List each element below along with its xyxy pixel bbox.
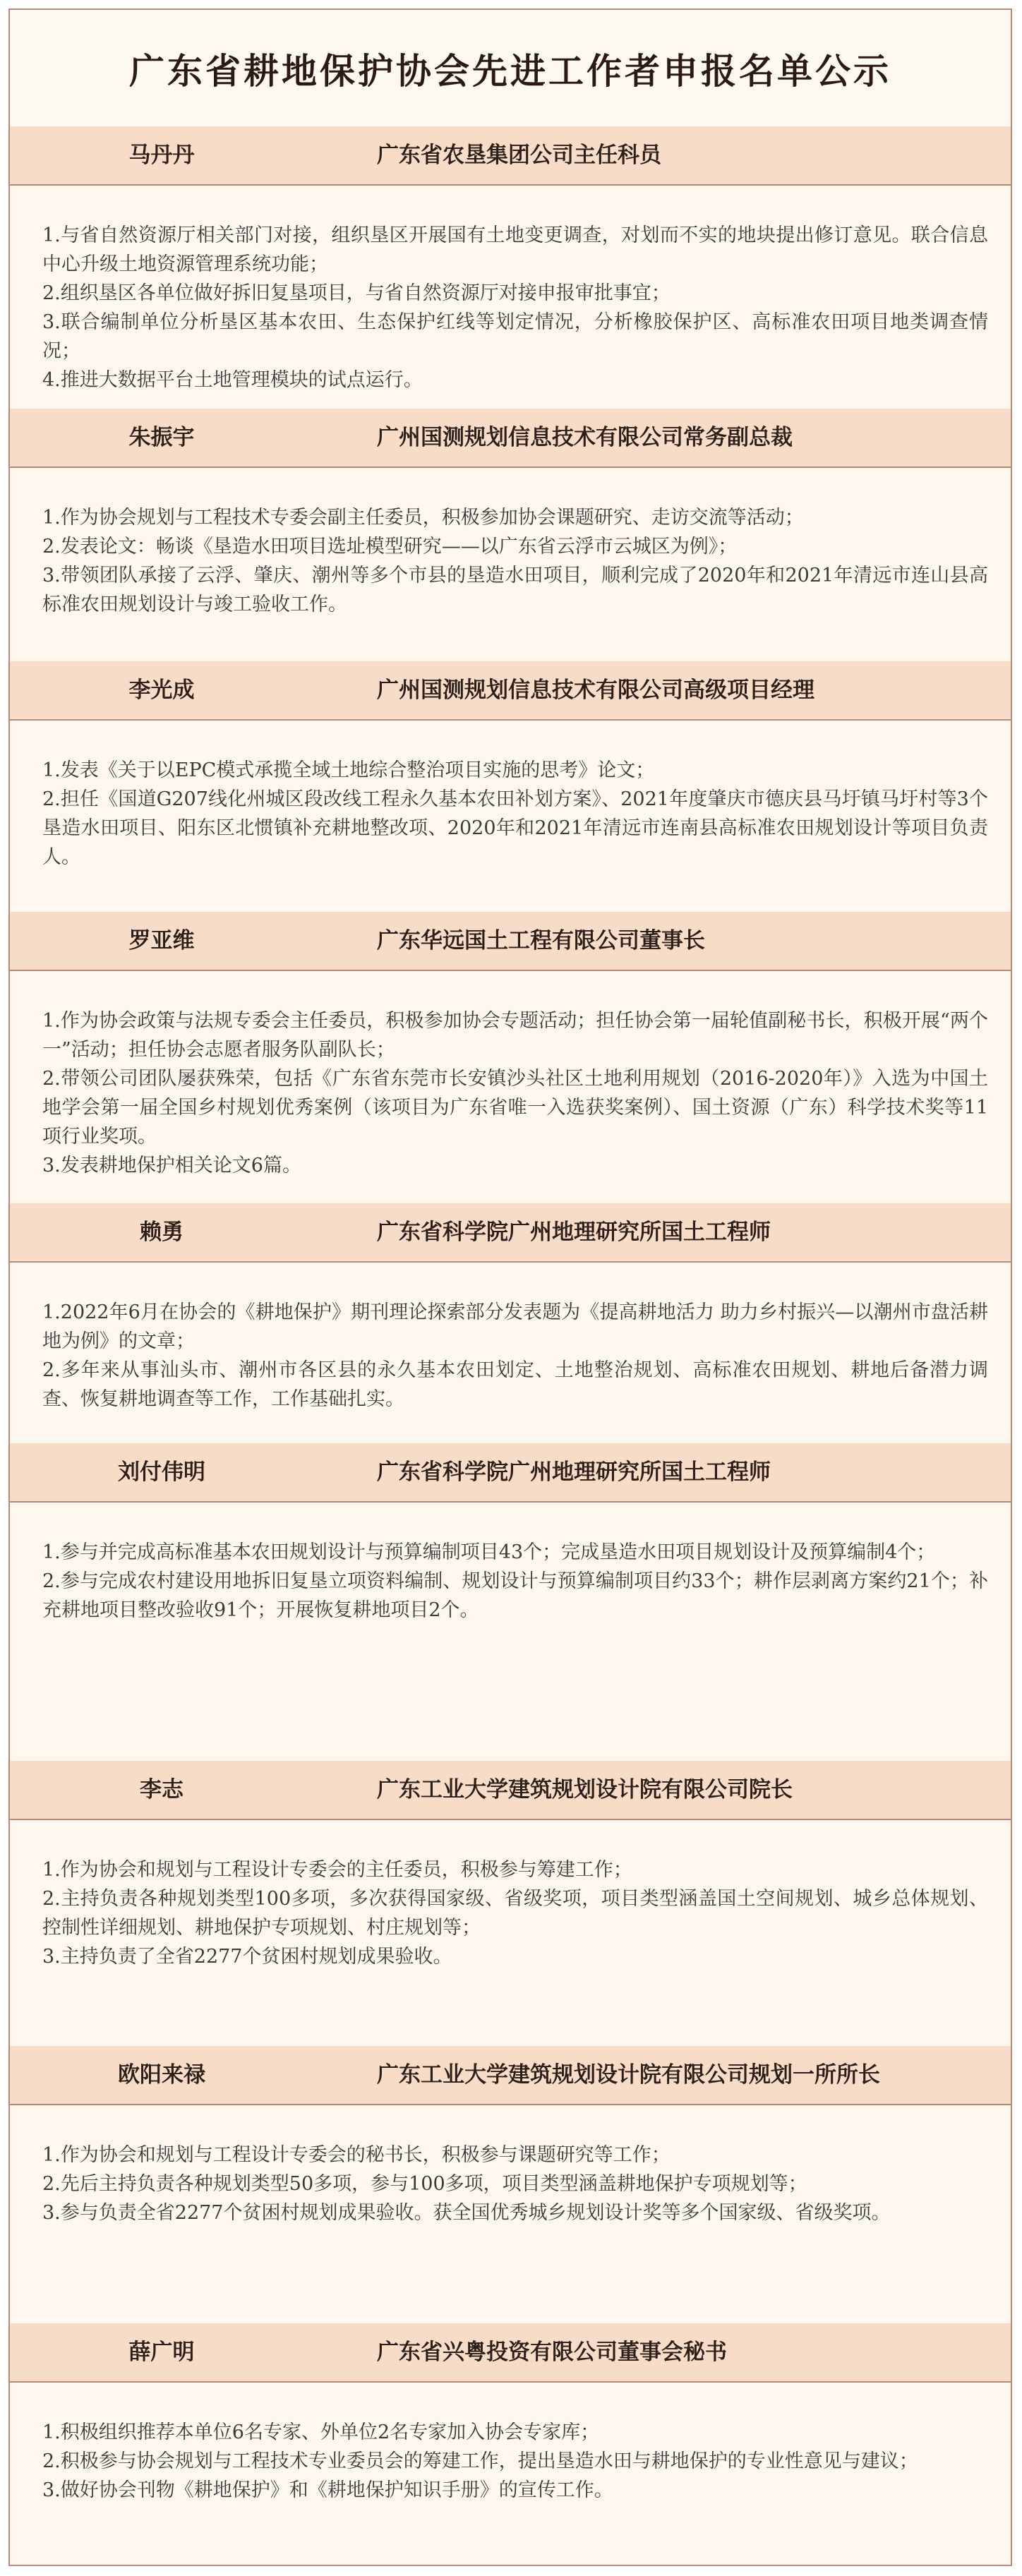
achievement-item: 1.作为协会规划与工程技术专委会副主任委员，积极参加协会课题研究、走访交流等活动； xyxy=(42,507,804,529)
achievement-item: 3.发表耕地保护相关论文6篇。 xyxy=(42,1155,301,1176)
achievement-item: 2.参与完成农村建设用地拆旧复垦立项资料编制、规划设计与预算编制项目约33个；耕作层剥离方案约21个；补充耕地项目整改验收91个；开展恢复耕地项目2个。 xyxy=(42,1570,988,1621)
entry-body xyxy=(10,721,1011,913)
achievement-list xyxy=(42,1298,988,1414)
entry-card xyxy=(10,2046,1011,2323)
entry-header xyxy=(10,2323,1011,2383)
achievement-item: 1.参与并完成高标准基本农田规划设计与预算编制项目43个；完成垦造水田项目规划设计及预算编制4个； xyxy=(42,1541,936,1563)
achievement-item: 2.多年来从事汕头市、潮州市各区县的永久基本农田划定、土地整治规划、高标准农田规划、耕地后备潜力调查、恢复耕地调查等工作，工作基础扎实。 xyxy=(42,1359,988,1410)
person-org-title: 广东省科学院广州地理研究所国土工程师 xyxy=(377,1459,771,1485)
achievement-list xyxy=(42,1538,988,1625)
achievement-item: 1.作为协会和规划与工程设计专委会的主任委员，积极参与筹建工作； xyxy=(42,1859,632,1881)
person-org-title: 广东工业大学建筑规划设计院有限公司院长 xyxy=(377,1777,793,1802)
achievement-list xyxy=(42,1006,988,1180)
entry-body xyxy=(10,2105,1011,2325)
entry-card xyxy=(10,1761,1011,2046)
entry-card xyxy=(10,126,1011,409)
achievement-item: 2.带领公司团队屡获殊荣，包括《广东省东莞市长安镇沙头社区土地利用规划（2016-2020年）》入选为中国土地学会第一届全国乡村规划优秀案例（该项目为广东省唯一入选获奖案例）、国土资源（广东）科学技术奖等11项行业奖项。 xyxy=(42,1068,988,1148)
entry-header xyxy=(10,1443,1011,1503)
achievement-item: 1.2022年6月在协会的《耕地保护》期刊理论探索部分发表题为《提高耕地活力 助力乡村振兴—以潮州市盘活耕地为例》的文章； xyxy=(42,1301,988,1352)
entry-card xyxy=(10,2323,1011,2565)
entry-body xyxy=(10,186,1011,410)
achievement-list xyxy=(42,2418,988,2505)
achievement-item: 1.积极组织推荐本单位6名专家、外单位2名专家加入协会专家库； xyxy=(42,2421,600,2443)
entry-card xyxy=(10,1203,1011,1443)
entry-body xyxy=(10,1263,1011,1445)
entry-header xyxy=(10,1203,1011,1263)
person-org-title: 广东省科学院广州地理研究所国土工程师 xyxy=(377,1220,771,1245)
entry-body xyxy=(10,468,1011,663)
person-name: 李志 xyxy=(140,1777,184,1802)
achievement-list xyxy=(42,503,988,619)
achievement-item: 2.先后主持负责各种规划类型50多项，参与100多项，项目类型涵盖耕地保护专项规划等； xyxy=(42,2173,807,2195)
achievement-item: 1.发表《关于以EPC模式承揽全域土地综合整治项目实施的思考》论文； xyxy=(42,759,655,781)
entry-header xyxy=(10,409,1011,468)
document-frame xyxy=(8,8,1012,2566)
achievement-item: 1.作为协会和规划与工程设计专委会的秘书长，积极参与课题研究等工作； xyxy=(42,2144,671,2166)
achievement-item: 3.参与负责全省2277个贫困村规划成果验收。获全国优秀城乡规划设计奖等多个国家级、省级奖项。 xyxy=(42,2202,891,2224)
person-name: 欧阳来禄 xyxy=(118,2062,205,2088)
page-title: 广东省耕地保护协会先进工作者申报名单公示 xyxy=(10,10,1011,128)
achievement-item: 3.带领团队承接了云浮、肇庆、潮州等多个市县的垦造水田项目，顺利完成了2020年和2021年清远市连山县高标准农田规划设计与竣工验收工作。 xyxy=(42,565,988,615)
achievement-list xyxy=(42,2141,988,2227)
entry-body xyxy=(10,971,1011,1205)
entry-card xyxy=(10,1443,1011,1761)
achievement-item: 2.发表论文：畅谈《垦造水田项目选址模型研究——以广东省云浮市云城区为例》； xyxy=(42,536,738,558)
person-org-title: 广东工业大学建筑规划设计院有限公司规划一所所长 xyxy=(377,2062,880,2088)
person-name: 赖勇 xyxy=(140,1220,184,1245)
entry-card xyxy=(10,661,1011,912)
achievement-item: 3.联合编制单位分析垦区基本农田、生态保护红线等划定情况，分析橡胶保护区、高标准农田项目地类调查情况； xyxy=(42,311,988,362)
achievement-item: 4.推进大数据平台土地管理模块的试点运行。 xyxy=(42,369,423,391)
achievement-list xyxy=(42,221,988,395)
entry-body xyxy=(10,2383,1011,2565)
person-name: 马丹丹 xyxy=(128,143,195,168)
person-org-title: 广州国测规划信息技术有限公司高级项目经理 xyxy=(377,678,814,703)
entry-header xyxy=(10,126,1011,186)
person-org-title: 广州国测规划信息技术有限公司常务副总裁 xyxy=(377,425,793,450)
achievement-item: 3.主持负责了全省2277个贫困村规划成果验收。 xyxy=(42,1946,452,1968)
entry-header xyxy=(10,912,1011,971)
person-name: 李光成 xyxy=(128,678,195,703)
achievement-list xyxy=(42,1855,988,1971)
achievement-item: 2.担任《国道G207线化州城区段改线工程永久基本农田补划方案》、2021年度肇庆市德庆县马圩镇马圩村等3个垦造水田项目、阳东区北惯镇补充耕地整改项、2020年和2021年清远市连南县高标准农田规划设计等项目负责人。 xyxy=(42,788,988,868)
entry-card xyxy=(10,912,1011,1203)
person-org-title: 广东省兴粤投资有限公司董事会秘书 xyxy=(377,2340,727,2365)
entry-header xyxy=(10,1761,1011,1820)
entry-body xyxy=(10,1503,1011,1762)
achievement-item: 2.积极参与协会规划与工程技术专业委员会的筹建工作，提出垦造水田与耕地保护的专业性意见与建议； xyxy=(42,2450,918,2472)
person-name: 刘付伟明 xyxy=(118,1459,205,1485)
entry-card xyxy=(10,409,1011,661)
person-name: 朱振宇 xyxy=(128,425,195,450)
achievement-item: 3.做好协会刊物《耕地保护》和《耕地保护知识手册》的宣传工作。 xyxy=(42,2479,613,2501)
achievement-item: 2.主持负责各种规划类型100多项，多次获得国家级、省级奖项，项目类型涵盖国土空间规划、城乡总体规划、控制性详细规划、耕地保护专项规划、村庄规划等； xyxy=(42,1888,988,1939)
achievement-item: 1.与省自然资源厅相关部门对接，组织垦区开展国有土地变更调查，对划而不实的地块提出修订意见。联合信息中心升级土地资源管理系统功能； xyxy=(42,224,988,275)
achievement-item: 1.作为协会政策与法规专委会主任委员，积极参加协会专题活动；担任协会第一届轮值副秘书长，积极开展“两个一”活动；担任协会志愿者服务队副队长； xyxy=(42,1010,988,1061)
entry-header xyxy=(10,661,1011,721)
person-name: 薛广明 xyxy=(128,2340,195,2365)
person-name: 罗亚维 xyxy=(128,928,195,953)
entry-header xyxy=(10,2046,1011,2105)
entry-body xyxy=(10,1820,1011,2047)
person-org-title: 广东省农垦集团公司主任科员 xyxy=(377,143,661,168)
person-org-title: 广东华远国土工程有限公司董事长 xyxy=(377,928,705,953)
achievement-list xyxy=(42,756,988,872)
achievement-item: 2.组织垦区各单位做好拆旧复垦项目，与省自然资源厅对接申报审批事宜； xyxy=(42,282,671,304)
